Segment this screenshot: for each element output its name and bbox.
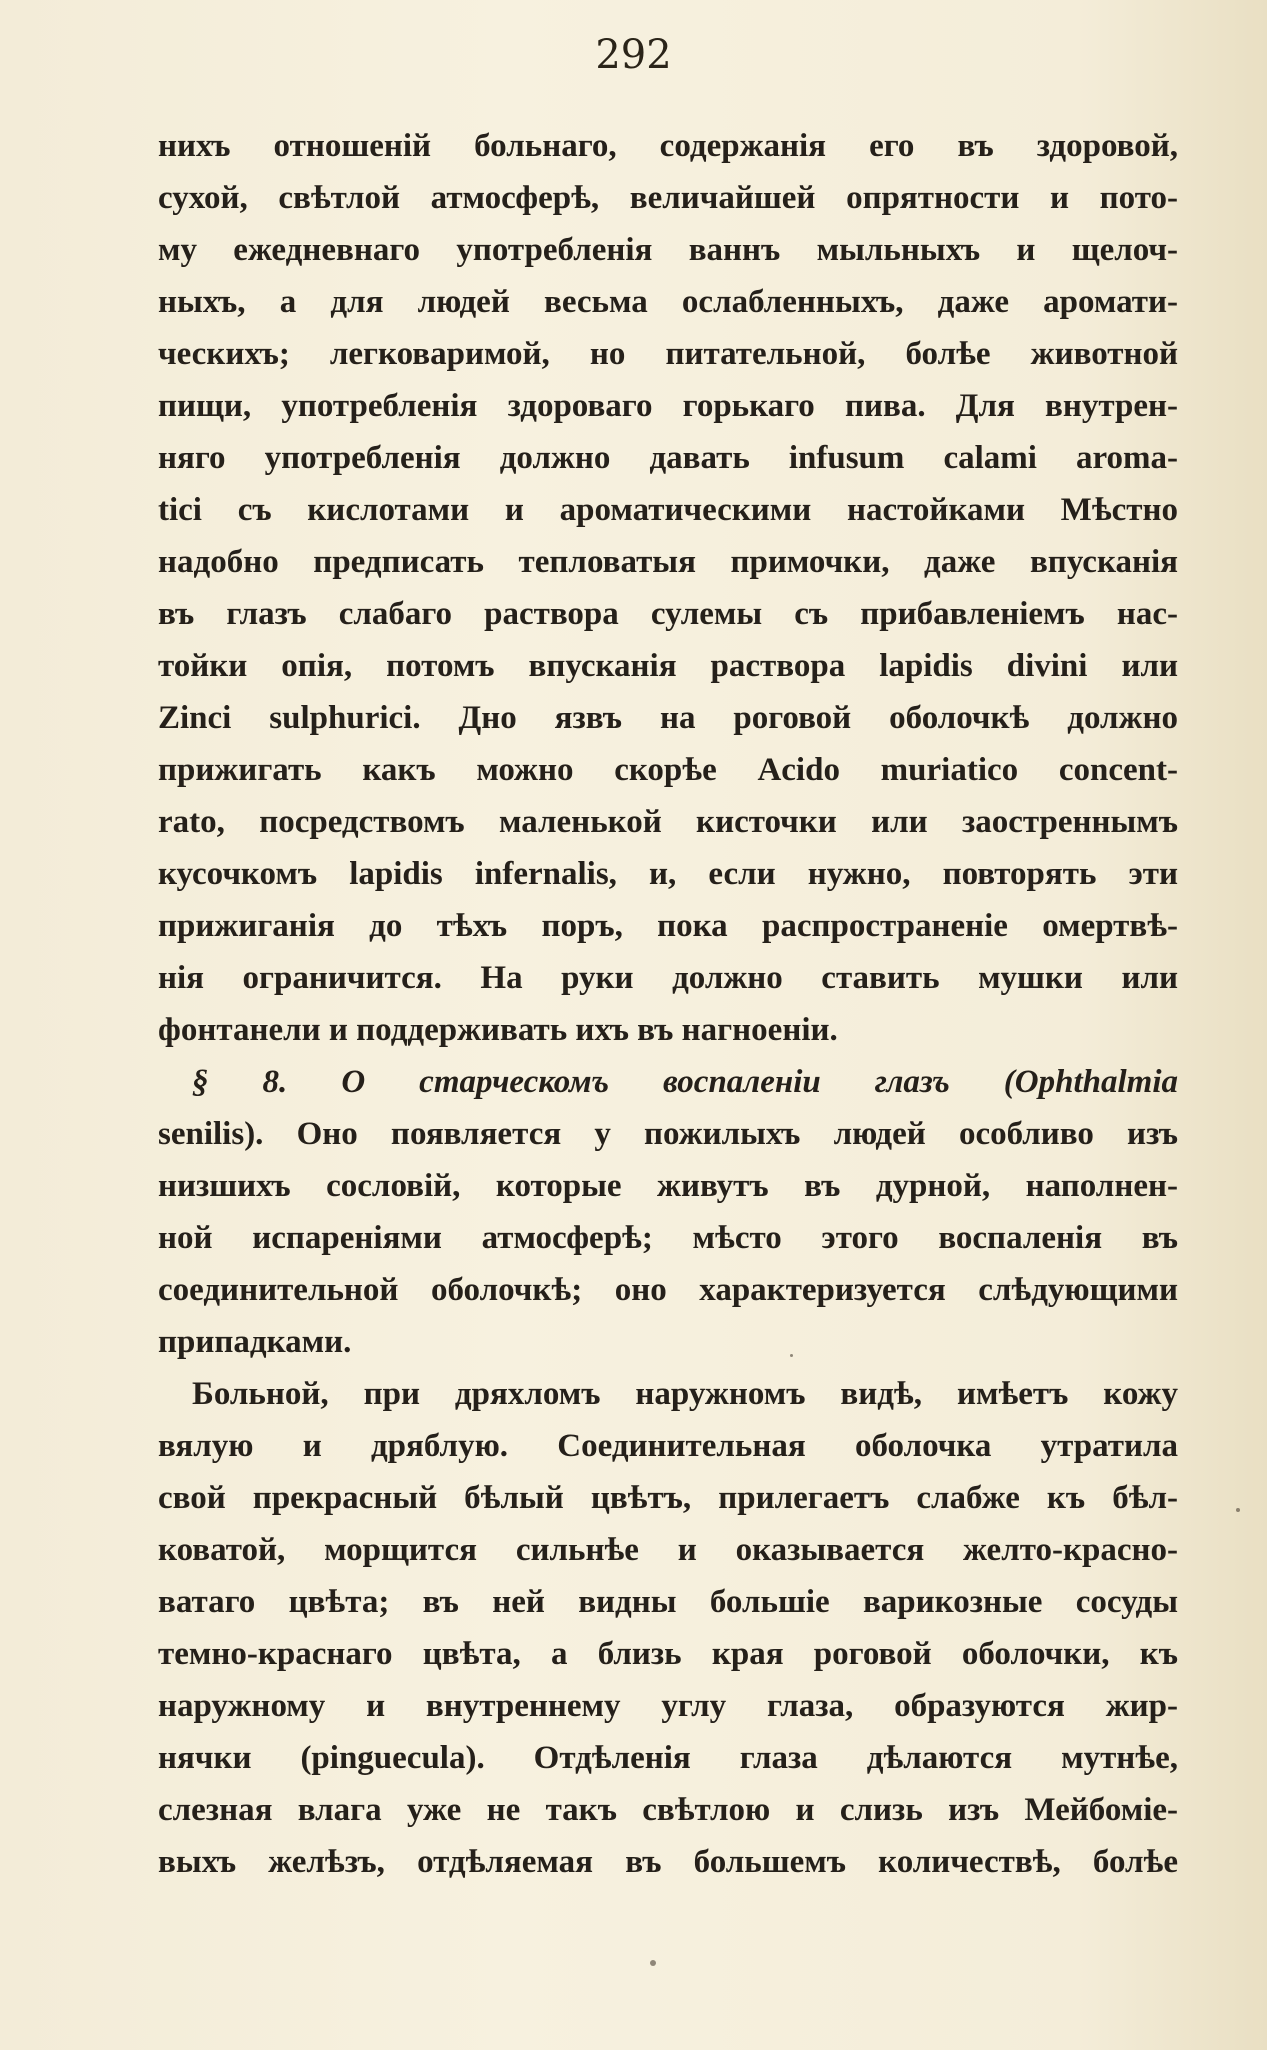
text-line: нячки (pinguecula). Отдѣленія глаза дѣлаются мутнѣе, xyxy=(158,1740,1178,1776)
text-line: вялую и дряблую. Соединительная оболочка утратила xyxy=(158,1428,1178,1464)
text-line: коватой, морщится сильнѣе и оказывается желто-красно- xyxy=(158,1532,1178,1568)
section-heading-line: § 8. О старческомъ воспаленіи глазъ (Ophthalmia xyxy=(192,1064,1178,1100)
text-line: наружному и внутреннему углу глаза, образуются жир- xyxy=(158,1688,1178,1724)
text-line: сухой, свѣтлой атмосферѣ, величайшей опрятности и пото- xyxy=(158,180,1178,216)
text-line: ватаго цвѣта; въ ней видны большіе варикозные сосуды xyxy=(158,1584,1178,1620)
text-line: прижигать какъ можно скорѣе Acido muriatico concent- xyxy=(158,752,1178,788)
text-line: tici съ кислотами и ароматическими настойками Мѣстно xyxy=(158,492,1178,528)
text-line: слезная влага уже не такъ свѣтлою и слизь изъ Мейбоміе- xyxy=(158,1792,1178,1828)
text-line: прижиганія до тѣхъ поръ, пока распространеніе омертвѣ- xyxy=(158,908,1178,944)
text-line: свой прекрасный бѣлый цвѣтъ, прилегаетъ слабже къ бѣл- xyxy=(158,1480,1178,1516)
text-line: нія ограничится. На руки должно ставить мушки или xyxy=(158,960,1178,996)
text-line: припадками. xyxy=(158,1324,352,1360)
paper-speck xyxy=(650,1960,656,1966)
text-line: Больной, при дряхломъ наружномъ видѣ, имѣетъ кожу xyxy=(192,1376,1178,1412)
text-line: ческихъ; легковаримой, но питательной, болѣе животной xyxy=(158,336,1178,372)
text-line: выхъ желѣзъ, отдѣляемая въ большемъ количествѣ, болѣе xyxy=(158,1844,1178,1880)
text-line: му ежедневнаго употребленія ваннъ мыльныхъ и щелоч- xyxy=(158,232,1178,268)
text-line: фонтанели и поддерживать ихъ въ нагноеніи. xyxy=(158,1012,838,1048)
text-line: senilis). Оно появляется у пожилыхъ людей особливо изъ xyxy=(158,1116,1178,1152)
page-number: 292 xyxy=(595,32,672,78)
text-line: ныхъ, а для людей весьма ослабленныхъ, даже аромати- xyxy=(158,284,1178,320)
text-line: низшихъ сословій, которые живутъ въ дурной, наполнен- xyxy=(158,1168,1178,1204)
paper-speck xyxy=(790,1354,793,1357)
text-line: въ глазъ слабаго раствора сулемы съ прибавленіемъ нас- xyxy=(158,596,1178,632)
text-line: кусочкомъ lapidis infernalis, и, если нужно, повторять эти xyxy=(158,856,1178,892)
text-line: няго употребленія должно давать infusum calami aroma- xyxy=(158,440,1178,476)
text-line: rato, посредствомъ маленькой кисточки или заостреннымъ xyxy=(158,804,1178,840)
text-line: тойки опія, потомъ впусканія раствора lapidis divini или xyxy=(158,648,1178,684)
paper-speck xyxy=(1236,1508,1240,1512)
text-line: надобно предписать тепловатыя примочки, даже впусканія xyxy=(158,544,1178,580)
text-line: ной испареніями атмосферѣ; мѣсто этого воспаленія въ xyxy=(158,1220,1178,1256)
text-line: пищи, употребленія здороваго горькаго пива. Для внутрен- xyxy=(158,388,1178,424)
page-body-text xyxy=(158,120,1178,1888)
text-line: Zinci sulphurici. Дно язвъ на роговой оболочкѣ должно xyxy=(158,700,1178,736)
text-line: нихъ отношеній больнаго, содержанія его въ здоровой, xyxy=(158,128,1178,164)
text-line: темно-краснаго цвѣта, а близь края роговой оболочки, къ xyxy=(158,1636,1178,1672)
text-line: соединительной оболочкѣ; оно характеризуется слѣдующими xyxy=(158,1272,1178,1308)
